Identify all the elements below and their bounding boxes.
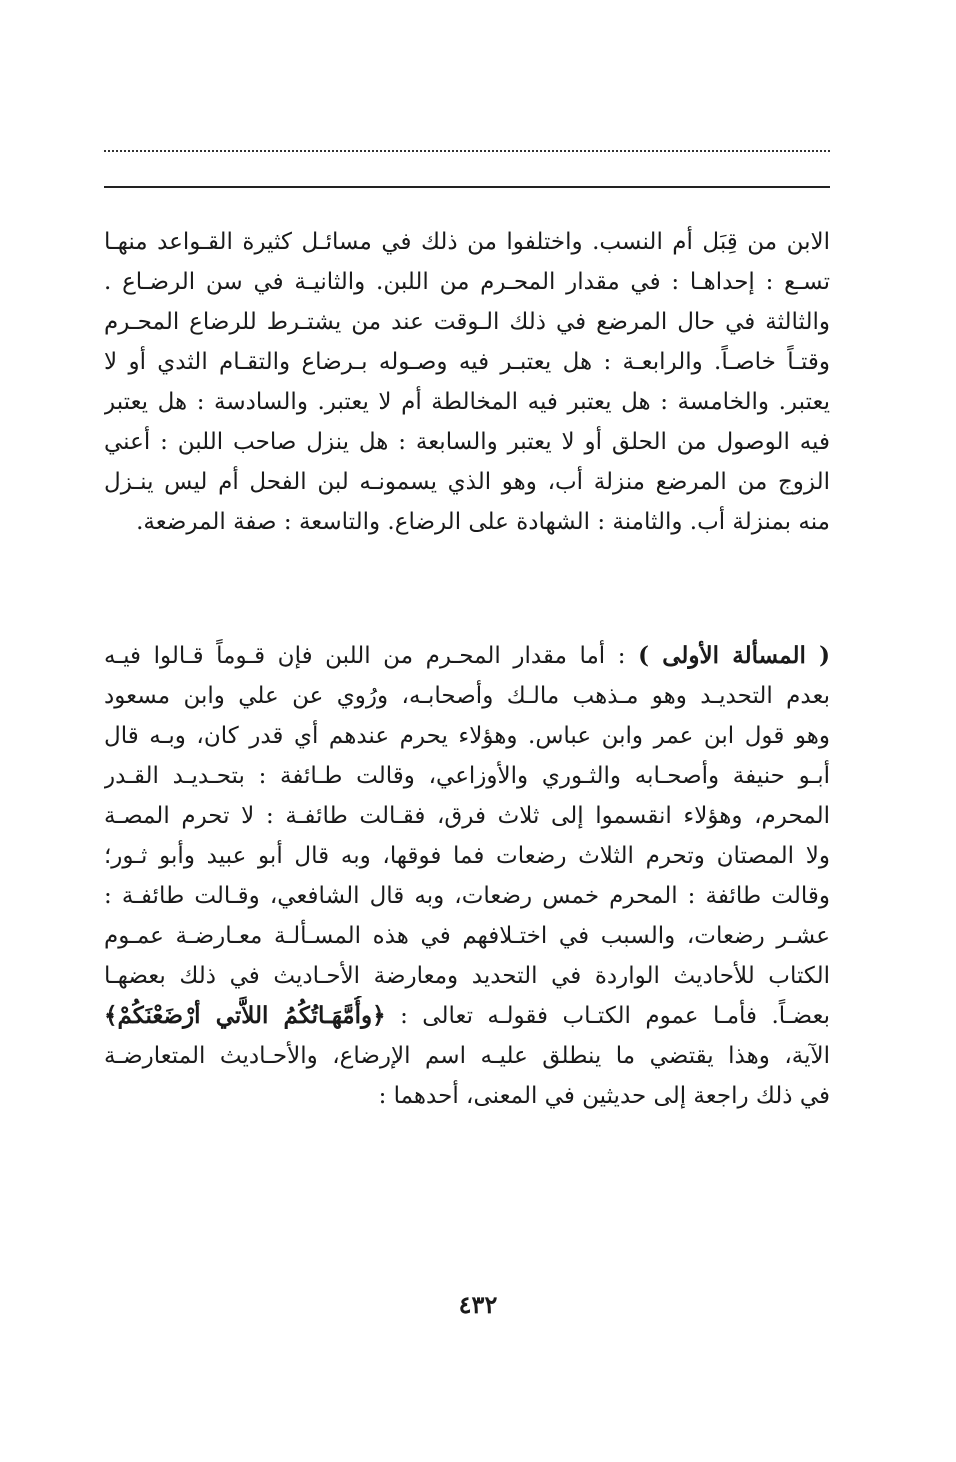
quran-line-lead: بعضـاً. فأمـا عموم الكتـاب فقولـه تعالى :: [400, 1003, 830, 1029]
text-line: الآية، وهذا يقتضي ما ينطلق عليـه اسم الإرضاع، والأحـاديث المتعارضـة: [104, 1043, 830, 1069]
text-line: تسـع : إحداهـا : في مقدار المحـرم من اللبن. والثانيـة في سن الرضـاع .: [104, 269, 830, 295]
text-line: منه بمنزلة أب. والثامنة : الشهادة على الرضاع. والتاسعة : صفة المرضعة.: [136, 509, 830, 535]
quran-verse: ﴿وأُمَّهَـاتُكُمُ اللاَّتي أرْضَعْنَكُمْ﴾: [104, 1002, 386, 1029]
text-line: وهو قول ابن عمر وابن عباس. وهؤلاء يحرم عندهم أي قدر كان، وبـه قال: [104, 723, 830, 749]
text-line: الكتاب للأحاديث الواردة في التحديد ومعارضة الأحـاديث في ذلك بعضهـا: [104, 963, 830, 989]
text-line: يعتبر. والخامسة : هل يعتبر فيه المخالطة أم لا يعتبر. والسادسة : هل يعتبر: [104, 389, 830, 415]
text-line: [104, 636, 830, 676]
page-number: ٤٣٢: [458, 1290, 498, 1319]
text-line: وقتـاً خاصـاً. والرابعـة : هل يعتبـر فيه وصـوله بـرضاع والتقـام الثدي أو لا: [104, 349, 830, 375]
text-line: وقالت طائفة : المحرم خمس رضعات، وبه قال الشافعي، وقـالت طائفـة :: [104, 883, 830, 909]
heading-line-text: : أما مقدار المحـرم من اللبن فإن قـوماً قـالوا فيـه: [104, 643, 626, 669]
paragraph-one: [104, 222, 830, 542]
text-line: والثالثة في حال المرضع في ذلك الـوقت عند من يشتـرط للرضاع المحـرم: [104, 309, 830, 335]
solid-rule: [104, 186, 830, 188]
text-line: الزوج من المرضع منزلة أب، وهو الذي يسمونـه لبن الفحل أم ليس ينـزل: [104, 469, 830, 495]
text-line: المحرم، وهؤلاء انقسموا إلى ثلاث فرق، فقـالت طائفـة : لا تحرم المصـة: [104, 803, 830, 829]
text-line: عشـر رضعات، والسبب في اختـلافهم في هذه المسـألـة معـارضـة عمـوم: [104, 923, 830, 949]
text-line: [104, 996, 830, 1036]
text-line: ولا المصتان وتحرم الثلاث رضعات فما فوقها، وبه قال أبو عبيد وأبو ثـور؛: [104, 843, 830, 869]
section-heading: ( المسألة الأولى ): [638, 642, 830, 669]
paragraph-two: [104, 636, 830, 1116]
text-line: فيه الوصول من الحلق أو لا يعتبر والسابعة : هل ينزل صاحب اللبن : أعني: [104, 429, 830, 455]
text-line: في ذلك راجعة إلى حديثين في المعنى، أحدهما :: [378, 1083, 830, 1109]
text-line: الابن من قِبَل أم النسب. واختلفوا من ذلك في مسائـل كثيرة القـواعد منهـا: [104, 229, 830, 255]
text-line: أبـو حنيفة وأصحـابه والثـوري والأوزاعي، وقالت طـائفة : بتحـديـد القـدر: [104, 763, 830, 789]
dotted-rule: [104, 150, 830, 152]
text-line: بعدم التحديـد وهو مـذهب مالـك وأصحابـه، ورُوي عن علي وابن مسعود: [104, 683, 830, 709]
